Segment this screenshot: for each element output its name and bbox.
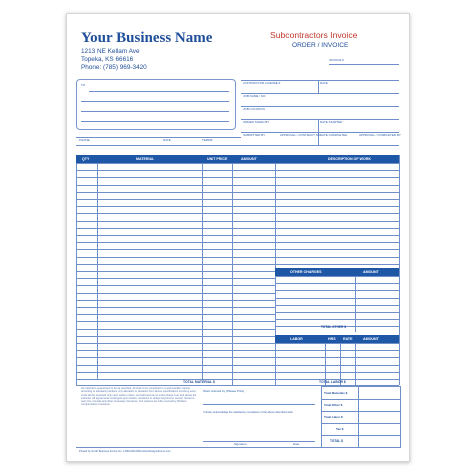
grid-row-line	[275, 170, 399, 171]
field-date-completed: DATE COMPLETED	[320, 133, 348, 137]
grid-column-line	[355, 343, 356, 385]
grid-row-line	[76, 170, 275, 171]
grid-row-line	[76, 235, 275, 236]
grid-row-line	[76, 213, 275, 214]
grid-row-line	[76, 329, 275, 330]
grid-row-line	[275, 235, 399, 236]
business-city: Topeka, KS 66616	[81, 56, 134, 63]
grid-row-line	[76, 163, 275, 164]
invoice-number-line	[329, 64, 399, 65]
grid-row-line	[76, 177, 275, 178]
field-contractor-license: CONTRACTOR LICENSE #	[243, 81, 281, 85]
labor-rate: RATE	[343, 336, 353, 341]
other-charges-amount: AMOUNT	[363, 269, 379, 274]
totals-materials: Total Materials $	[324, 391, 348, 395]
grid-row-line	[76, 192, 275, 193]
grid-row-line	[76, 285, 275, 286]
grid-row-line	[76, 321, 275, 322]
signature-label: Signature	[234, 442, 247, 446]
totals-box	[321, 386, 401, 448]
field-date-top: DATE	[320, 81, 328, 85]
grid-row-line	[275, 177, 399, 178]
field-job-location: JOB LOCATION	[243, 107, 265, 111]
grid-row-line	[76, 350, 275, 351]
field-job-name: JOB NAME / NO.	[243, 94, 267, 98]
grid-row-line	[275, 305, 399, 306]
fine-print: All material is guaranteed to be as specified. All work to be completed in a workmanlike manner according to standard practices. Any alteration or deviation from above specifications involving extra costs will be executed only upon written orders, and will become an extra charge over and above the estimate. All agreements contingent upon strikes, accidents or delays beyond our control. Owner to carry fire, tornado and other necessary insurance. Our workers are fully covered by Workers Compensation Insurance.	[81, 387, 197, 407]
grid-row-line	[76, 343, 275, 344]
grid-row-line	[275, 199, 399, 200]
grid-column-line	[325, 343, 326, 385]
grid-row-line	[76, 293, 275, 294]
invoice-form	[66, 13, 410, 462]
grid-row-line	[275, 192, 399, 193]
grid-row-line	[275, 357, 399, 358]
grid-row-line	[275, 163, 399, 164]
other-charges-label: OTHER CHARGES	[290, 269, 322, 274]
business-name: Your Business Name	[81, 30, 213, 46]
col-amount: AMOUNT	[241, 156, 257, 161]
grid-row-line	[275, 242, 399, 243]
grid-row-line	[76, 357, 275, 358]
total-other-label: TOTAL OTHER $	[321, 325, 346, 329]
labor-label: LABOR	[290, 336, 303, 341]
grid-row-line	[275, 290, 399, 291]
grid-row-line	[76, 185, 275, 186]
grid-row-line	[76, 307, 275, 308]
footer-text: Printed by Smith Business Forms Inc. 1-800-000-0000 www.DesignsForms.com	[79, 450, 171, 453]
grid-row-line	[76, 228, 275, 229]
grid-row-line	[275, 257, 399, 258]
grid-row-line	[76, 206, 275, 207]
grid-row-line	[76, 278, 275, 279]
grid-row-line	[275, 372, 399, 373]
to-label: TO	[81, 83, 86, 87]
grid-row-line	[76, 314, 275, 315]
field-order-taken-by: ORDER TAKEN BY	[243, 120, 270, 124]
labor-amount: AMOUNT	[363, 336, 379, 341]
form-title: Subcontractors Invoice	[270, 30, 358, 40]
date-label: Date	[293, 442, 300, 446]
grid-row-line	[275, 276, 399, 277]
grid-row-line	[76, 365, 275, 366]
acknowledge-text: I hereby acknowledge the satisfactory completion of the above described work	[203, 411, 293, 414]
grid-row-line	[275, 298, 399, 299]
grid-row-line	[76, 242, 275, 243]
totals-labor: Total Labor $	[324, 415, 343, 419]
field-approval-completed: APPROVAL / COMPLETED BY	[359, 133, 401, 137]
labor-hrs: HRS	[328, 336, 336, 341]
grid-column-line	[399, 155, 400, 385]
form-subtitle: ORDER / INVOICE	[292, 42, 349, 49]
table-header	[76, 155, 399, 163]
grid-row-line	[76, 372, 275, 373]
grid-column-line	[76, 163, 77, 385]
grid-row-line	[76, 300, 275, 301]
other-charges-header	[275, 268, 399, 276]
grid-column-line	[202, 163, 203, 379]
grid-column-line	[340, 343, 341, 385]
totals-tax: Tax $	[336, 427, 344, 431]
grid-row-line	[76, 249, 275, 250]
col-material: MATERIAL	[136, 156, 155, 161]
totals-other: Total Other $	[324, 403, 343, 407]
grid-row-line	[275, 213, 399, 214]
grid-row-line	[275, 249, 399, 250]
grid-row-line	[275, 319, 399, 320]
col-qty: QTY	[82, 156, 90, 161]
field-date-mid: DATE	[163, 138, 171, 142]
field-submitted-by: SUBMITTED BY	[243, 133, 266, 137]
business-phone: Phone: (785) 969-3420	[81, 64, 147, 71]
grid-row-line	[76, 379, 275, 380]
grid-row-line	[275, 221, 399, 222]
grid-row-line	[275, 228, 399, 229]
field-date-started: DATE STARTED	[320, 120, 343, 124]
grid-row-line	[76, 221, 275, 222]
grid-row-line	[76, 264, 275, 265]
business-street: 1213 NE Kellam Ave	[81, 48, 140, 55]
col-description: DESCRIPTION OF WORK	[328, 156, 371, 161]
grid-row-line	[76, 336, 275, 337]
work-ordered-by: Work ordered by (Please Print)	[203, 389, 245, 393]
grid-row-line	[275, 312, 399, 313]
grid-row-line	[275, 343, 399, 344]
grid-row-line	[275, 283, 399, 284]
to-box	[76, 79, 236, 130]
grid-row-line	[275, 350, 399, 351]
grid-column-line	[97, 163, 98, 379]
field-phone: PHONE	[79, 138, 90, 142]
grid-row-line	[76, 271, 275, 272]
grid-row-line	[275, 185, 399, 186]
totals-total: TOTAL $	[330, 439, 343, 443]
col-unit-price: UNIT PRICE	[207, 156, 228, 161]
grid-row-line	[275, 264, 399, 265]
grid-row-line	[275, 365, 399, 366]
invoice-number-label: INVOICE #	[329, 58, 344, 62]
total-material-label: TOTAL MATERIAL $	[183, 380, 215, 384]
grid-column-line	[232, 163, 233, 385]
grid-column-line	[355, 276, 356, 332]
grid-row-line	[76, 199, 275, 200]
total-labor-label: TOTAL LABOR $	[319, 380, 346, 384]
field-approval-contract: APPROVAL / CONTRACT NO.	[280, 133, 322, 137]
grid-row-line	[275, 206, 399, 207]
field-terms: TERMS	[202, 138, 213, 142]
labor-header	[275, 335, 399, 343]
grid-row-line	[76, 257, 275, 258]
